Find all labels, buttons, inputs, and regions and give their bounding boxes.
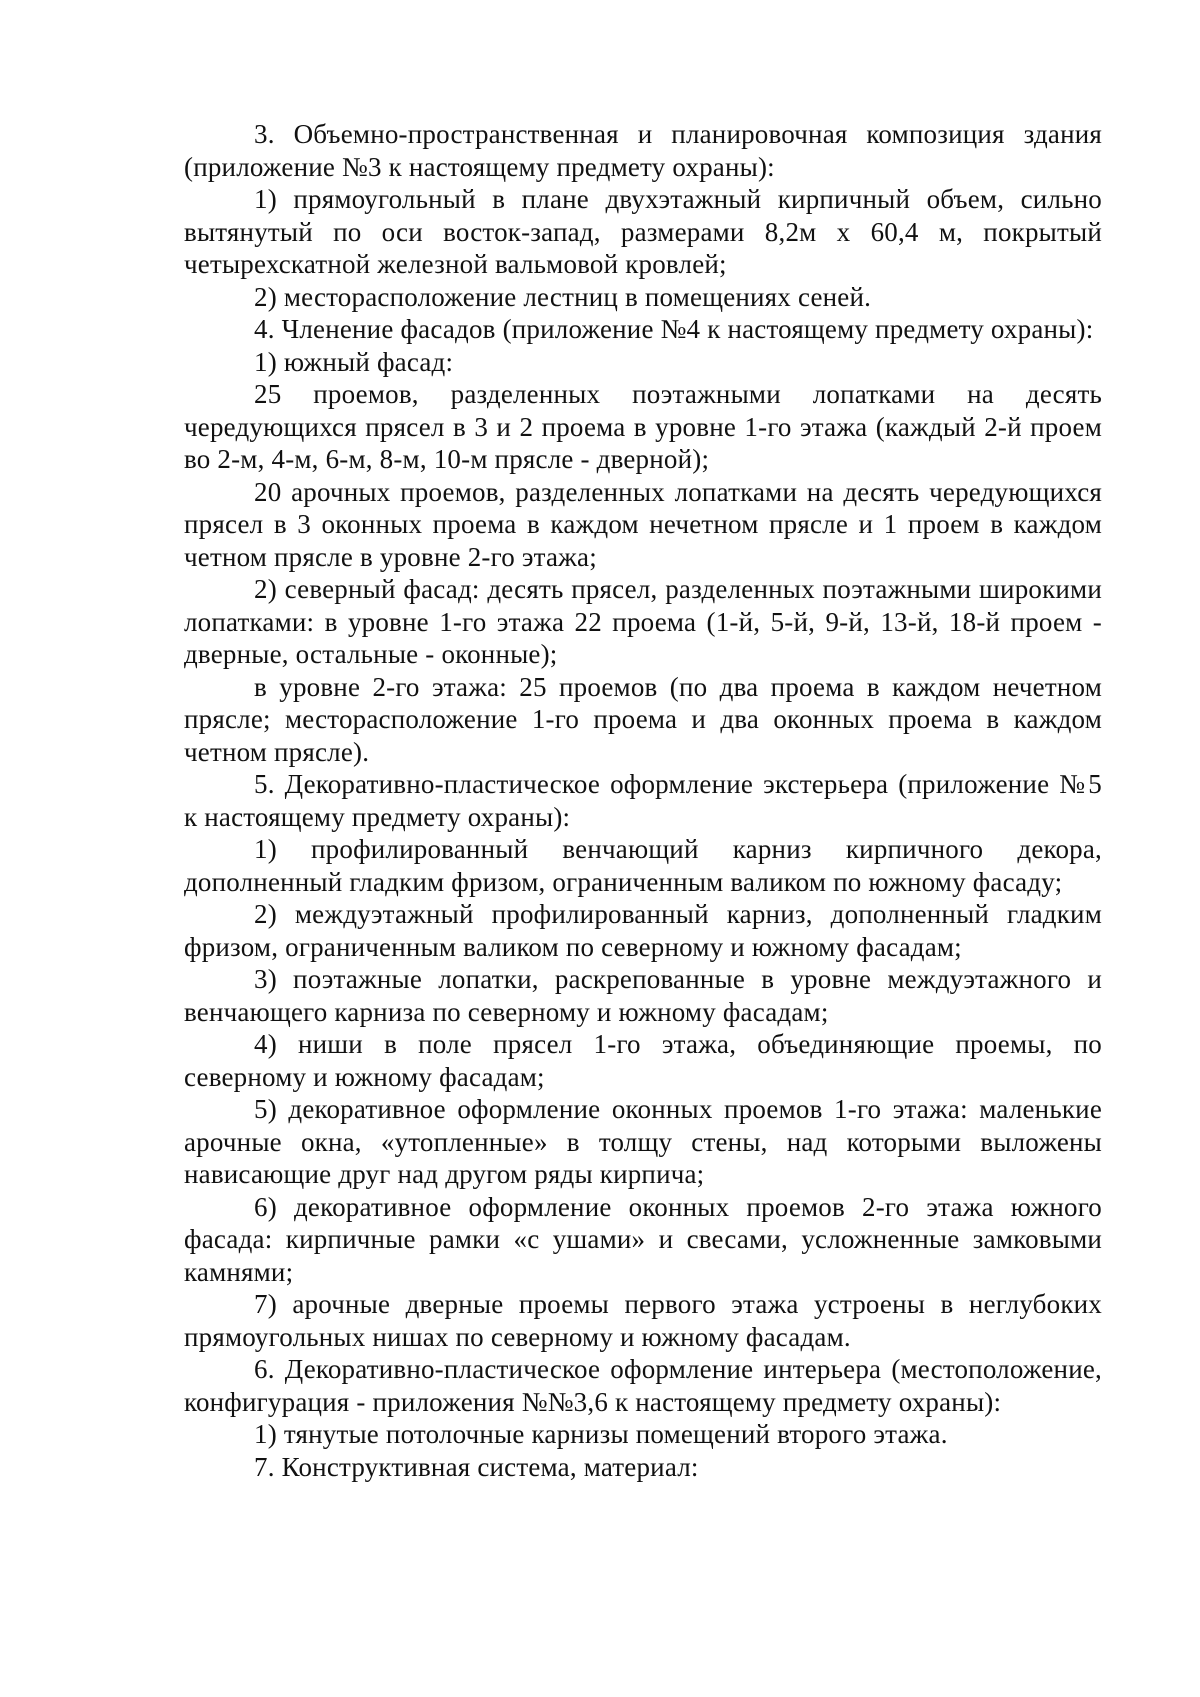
paragraph-item-5-2: 2) междуэтажный профилированный карниз, дополненный гладким фризом, ограниченным валиком по северному и южному фасадам;: [184, 899, 1102, 962]
paragraph-item-5-6: 6) декоративное оформление оконных проемов 2-го этажа южного фасада: кирпичные рамки «с ушами» и свесами, усложненные замковыми камнями;: [184, 1191, 1102, 1287]
paragraph-section-7: 7. Конструктивная система, материал:: [254, 1451, 699, 1482]
paragraph-south-facade-floor-2: 20 арочных проемов, разделенных лопатками на десять чередующихся прясел в 3 оконных проема в каждом нечетном прясле и 1 проем в каждом четном прясле в уровне 2-го этажа;: [184, 476, 1102, 572]
paragraph-section-4: 4. Членение фасадов (приложение №4 к настоящему предмету охраны):: [254, 314, 1094, 344]
paragraph-item-3-2: 2) месторасположение лестниц в помещениях сеней.: [254, 281, 872, 312]
paragraph-item-4-1: 1) южный фасад:: [254, 346, 454, 377]
paragraph-item-4-2: 2) северный фасад: десять прясел, разделенных поэтажными широкими лопатками: в уровне 1-го этажа 22 проема (1-й, 5-й, 9-й, 13-й, 18-й проем - дверные, остальные - оконные);: [184, 574, 1102, 669]
paragraph-north-facade-floor-2: в уровне 2-го этажа: 25 проемов (по два проема в каждом нечетном прясле; месторасположение 1-го проема и два оконных проема в каждом четном прясле).: [184, 671, 1102, 767]
paragraph-section-3: 3. Объемно-пространственная и планировочная композиция здания (приложение №3 к настоящему предмету охраны):: [184, 119, 1102, 182]
paragraph-section-6: 6. Декоративно-пластическое оформление интерьера (местоположение, конфигурация - приложения №№3,6 к настоящему предмету охраны):: [184, 1354, 1102, 1417]
paragraph-item-5-3: 3) поэтажные лопатки, раскрепованные в уровне междуэтажного и венчающего карниза по северному и южному фасадам;: [184, 964, 1102, 1027]
paragraph-section-5: 5. Декоративно-пластическое оформление экстерьера (приложение №5 к настоящему предмету охраны):: [184, 769, 1102, 832]
paragraph-item-5-4: 4) ниши в поле прясел 1-го этажа, объединяющие проемы, по северному и южному фасадам;: [184, 1029, 1102, 1092]
paragraph-item-5-1: 1) профилированный венчающий карниз кирпичного декора, дополненный гладким фризом, ограниченным валиком по южному фасаду;: [184, 834, 1102, 897]
paragraph-south-facade-floor-1: 25 проемов, разделенных поэтажными лопатками на десять чередующихся прясел в 3 и 2 проема в уровне 1-го этажа (каждый 2-й проем во 2-м, 4-м, 6-м, 8-м, 10-м прясле - дверной);: [184, 379, 1102, 474]
paragraph-item-6-1: 1) тянутые потолочные карнизы помещений второго этажа.: [254, 1419, 948, 1449]
paragraph-item-3-1: 1) прямоугольный в плане двухэтажный кирпичный объем, сильно вытянутый по оси восток-запад, размерами 8,2м х 60,4 м, покрытый четырехскатной железной вальмовой кровлей;: [184, 184, 1102, 279]
paragraph-item-5-7: 7) арочные дверные проемы первого этажа устроены в неглубоких прямоугольных нишах по северному и южному фасадам.: [184, 1289, 1102, 1352]
paragraph-item-5-5: 5) декоративное оформление оконных проемов 1-го этажа: маленькие арочные окна, «утопленные» в толщу стены, над которыми выложены нависающие друг над другом ряды кирпича;: [184, 1094, 1102, 1189]
document-body: [184, 118, 1102, 1483]
